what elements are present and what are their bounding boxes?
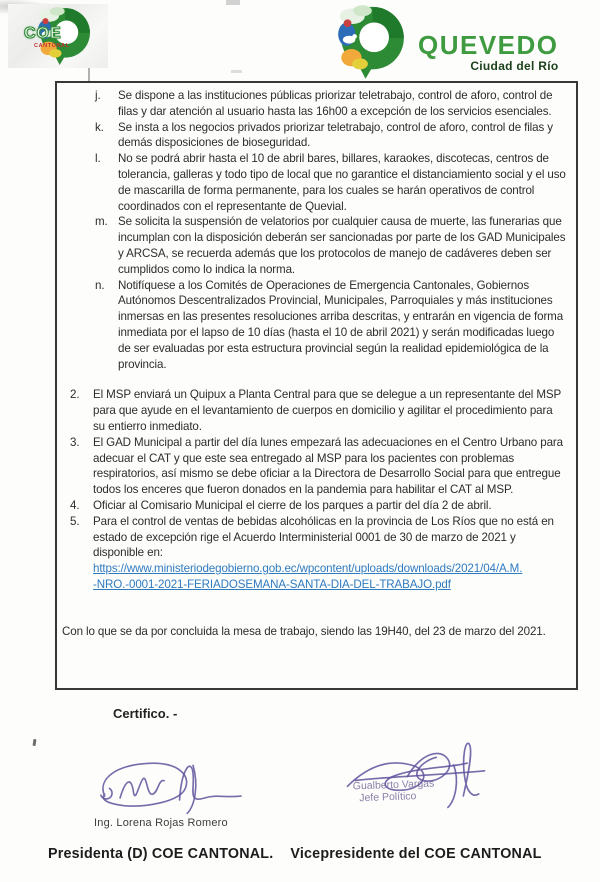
list-marker: 2. (70, 388, 80, 402)
signatory-titles-line (48, 846, 542, 862)
list-item (95, 151, 566, 214)
quevedo-logo-tagline: Ciudad del Río (470, 59, 559, 73)
right-signatory-name: Gualberto Vargas (352, 777, 435, 793)
list-item (70, 498, 566, 514)
coe-cantonal-logo (8, 4, 108, 68)
quevedo-logo-wordmark: QUEVEDO (418, 30, 559, 60)
scan-artifact (33, 739, 37, 746)
list-item (95, 278, 566, 373)
numbered-resolution-list (70, 387, 566, 592)
right-signatory-title: Vicepresidente del COE CANTONAL (290, 846, 542, 862)
list-marker: n. (95, 278, 105, 292)
quevedo-city-logo (328, 2, 584, 82)
list-item (95, 88, 566, 120)
list-text: Notifíquese a los Comités de Operaciones de Emergencia Cantonales, Gobiernos Autónomos Descentralizados Provincial, Municipales, Parroquiales y más instituciones inmersas en las presentes resoluciones arriba descritas, y entrarán en vigencia de forma inmediata por el lapso de 10 días (hasta el 10 de abril 2021) y serán modificadas luego de ser evaluadas por esta estructura provincial según la realidad epidemiológica de la provincia. (118, 278, 564, 371)
right-signatory-role: Jefe Político (359, 790, 417, 805)
list-text: Se solicita la suspensión de velatorios por cualquier causa de muerte, las funerarias que incumplan con la disposición deberán ser sancionadas por parte de los GAD Municipales y ARCSA, se recuerda además que los protocolos de manejo de cadáveres deben ser cumplidos como lo indica la norma. (118, 215, 566, 276)
list-marker: 3. (70, 435, 80, 449)
list-text: El GAD Municipal a partir del día lunes empezará las adecuaciones en el Centro Urbano para adecuar el CAT y que este sea entregado al MSP para los pacientes con problemas respiratorios, así mismo se debe oficiar a la Directora de Desarrollo Social para que entregue todos los enceres que fueron donados en la pandemia para habilitar el CAT al MSP. (93, 435, 563, 497)
list-marker: k. (95, 120, 104, 134)
list-item (95, 120, 566, 152)
list-item (70, 514, 566, 593)
signature-lorena-rojas (85, 750, 253, 822)
list-item (70, 435, 566, 498)
scan-artifact (226, 0, 240, 5)
scan-artifact (88, 66, 90, 81)
link-line: -NRO.-0001-2021-FERIADOSEMANA-SANTA-DIA-DEL-TRABAJO.pdf (93, 577, 451, 591)
list-marker: m. (95, 215, 108, 229)
closing-statement: Con lo que se da por concluida la mesa de trabajo, siendo las 19H40, del 23 de marzo del 2021. (62, 624, 546, 638)
link-line: https://www.ministeriodegobierno.gob.ec/wpcontent/uploads/downloads/2021/04/A.M. (93, 562, 523, 576)
list-text (93, 514, 566, 593)
coe-logo-subtitle: CANTONAL (34, 43, 70, 49)
signatory-name-left: Ing. Lorena Rojas Romero (94, 817, 228, 829)
list-text-body: Para el control de ventas de bebidas alcohólicas en la provincia de Los Ríos que no está en estado de excepción rige el Acuerdo Interministerial 0001 de 30 de marzo de 2021 y disponible en: (93, 514, 554, 560)
acuerdo-interministerial-pdf-link[interactable] (93, 561, 566, 593)
left-signatory-title: Presidenta (D) COE CANTONAL. (48, 846, 274, 862)
q-bubble-icon (328, 2, 414, 82)
lettered-resolution-list (95, 88, 566, 372)
resolutions-box (55, 81, 578, 690)
list-text: No se podrá abrir hasta el 10 de abril bares, billares, karaokes, discotecas, centros de tolerancia, galleras y todo tipo de local que no garantice el distanciamiento social y el uso de mascarilla de forma permanente, para los cuales se harán operativos de control coordinados con el representante de Quevial. (118, 152, 566, 213)
list-item (70, 387, 566, 434)
list-text: Se insta a los negocios privados priorizar teletrabajo, control de aforo, control de filas y demás disposiciones de bioseguridad. (118, 120, 553, 150)
list-item (95, 214, 566, 277)
scan-artifact (231, 70, 242, 73)
list-marker: 4. (70, 498, 80, 512)
list-marker: l. (95, 152, 101, 166)
coe-logo-acronym: COE (24, 25, 62, 42)
list-marker: 5. (70, 514, 80, 528)
list-text: El MSP enviará un Quipux a Planta Central para que se delegue a un representante del MSP para que ayude en el levantamiento de cuerpos en domicilio y agilitar el procedimiento para su entierro inmediato. (93, 388, 561, 433)
certify-label: Certifico. - (113, 706, 178, 721)
signature-jefe-politico (338, 738, 496, 820)
list-marker: j. (95, 89, 101, 102)
list-text: Se dispone a las instituciones públicas priorizar teletrabajo, control de aforo, control de filas y dar atención al usuario hasta las 16h00 a excepción de los servicios esenciales. (118, 89, 553, 118)
list-text: Oficiar al Comisario Municipal el cierre de los parques a partir del día 2 de abril. (93, 498, 492, 512)
